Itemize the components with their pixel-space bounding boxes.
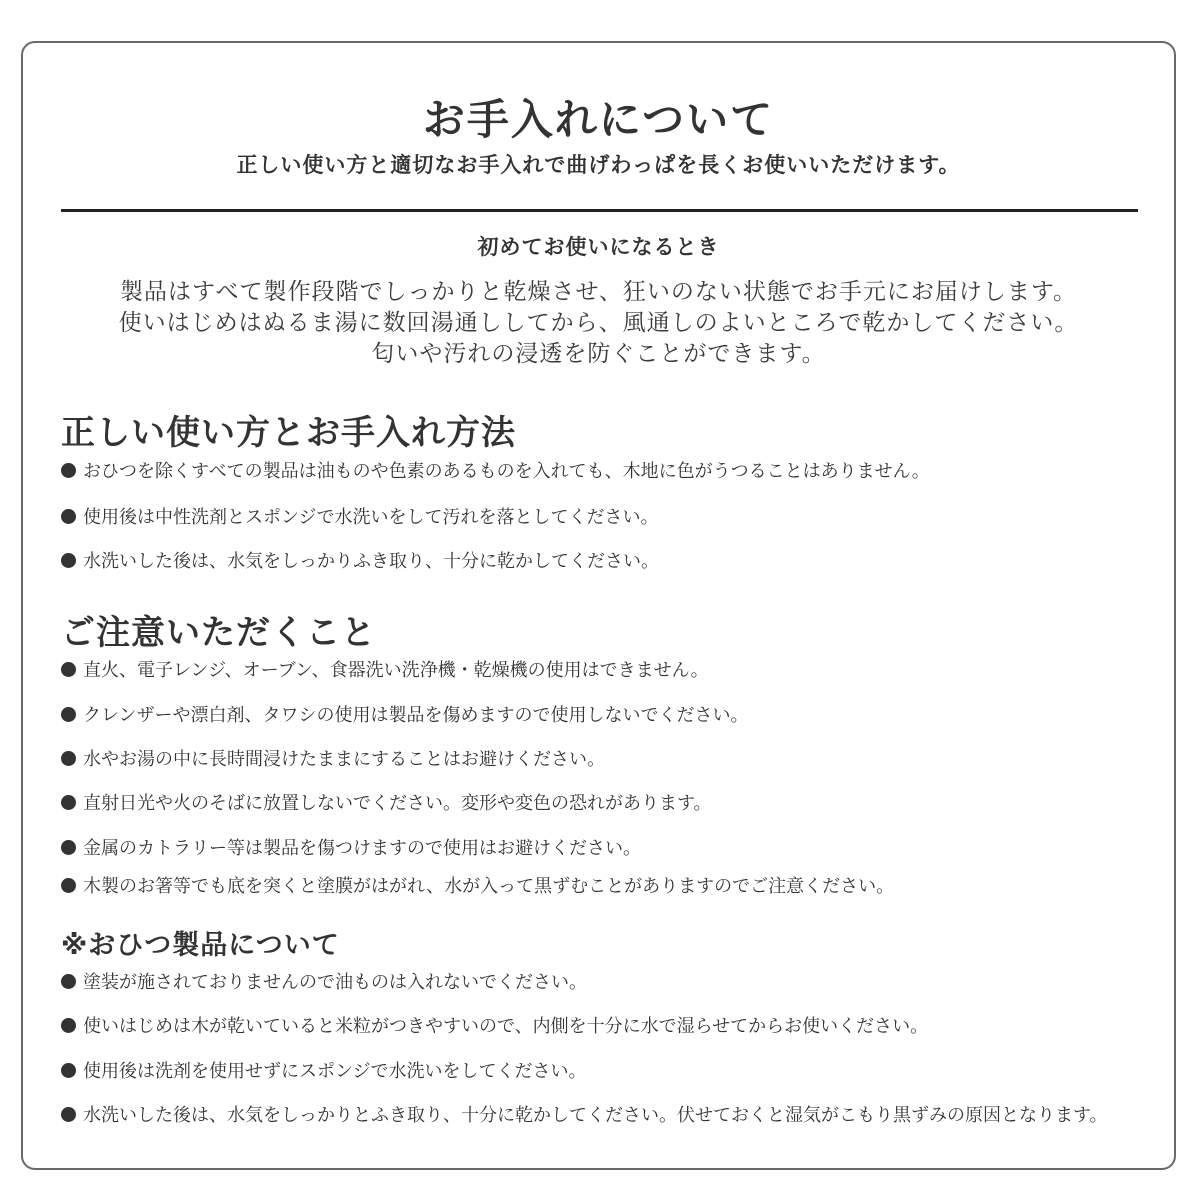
caution-item-text: 直射日光や火のそばに放置しないでください。変形や変色の恐れがあります。: [83, 793, 712, 814]
first-use-line: 使いはじめはぬるま湯に数回湯通ししてから、風通しのよいところで乾かしてください。: [118, 310, 1079, 336]
care-item: [61, 547, 659, 573]
bullet-dot-icon: [61, 1063, 76, 1078]
care-item: [61, 457, 930, 483]
header-divider: [61, 209, 1138, 212]
caution-item: [61, 872, 894, 898]
ohitsu-item-text: 塗装が施されておりませんので油ものは入れないでください。: [83, 972, 587, 993]
ohitsu-item: [61, 1057, 587, 1083]
care-item-text: 水洗いした後は、水気をしっかりふき取り、十分に乾かしてください。: [83, 551, 659, 572]
first-use-line: 匂いや汚れの浸透を防ぐことができます。: [371, 341, 826, 367]
caution-item-text: 木製のお箸等でも底を突くと塗膜がはがれ、水が入って黒ずむことがありますのでご注意ください。: [83, 876, 895, 897]
bullet-dot-icon: [61, 974, 76, 989]
first-use-body: [43, 277, 1154, 370]
ohitsu-item-text: 使いはじめは木が乾いていると米粒がつきやすいので、内側を十分に水で湿らせてからお使いください。: [83, 1016, 929, 1037]
bullet-dot-icon: [61, 751, 76, 766]
caution-item: [61, 834, 641, 860]
caution-item-text: クレンザーや漂白剤、タワシの使用は製品を傷めますので使用しないでください。: [83, 705, 749, 726]
bullet-dot-icon: [61, 878, 76, 893]
bullet-dot-icon: [61, 463, 76, 478]
care-instructions-card: [21, 41, 1176, 1170]
caution-item-text: 直火、電子レンジ、オーブン、食器洗い洗浄機・乾燥機の使用はできません。: [83, 660, 709, 681]
care-heading: 正しい使い方とお手入れ方法: [61, 413, 516, 453]
bullet-dot-icon: [61, 509, 76, 524]
caution-item-text: 水やお湯の中に長時間浸けたままにすることはお避けください。: [83, 749, 605, 770]
caution-item: [61, 789, 712, 815]
ohitsu-item-text: 水洗いした後は、水気をしっかりとふき取り、十分に乾かしてください。伏せておくと湿気がこもり黒ずみの原因となります。: [83, 1105, 1108, 1126]
care-item-text: おひつを除くすべての製品は油ものや色素のあるものを入れても、木地に色がうつることはありません。: [83, 461, 930, 482]
bullet-dot-icon: [61, 553, 76, 568]
caution-item-text: 金属のカトラリー等は製品を傷つけますので使用はお避けください。: [83, 838, 641, 859]
caution-item: [61, 701, 749, 727]
page-subtitle: 正しい使い方と適切なお手入れで曲げわっぱを長くお使いいただけます。: [236, 153, 961, 177]
bullet-dot-icon: [61, 795, 76, 810]
care-item: [61, 503, 659, 529]
care-item-text: 使用後は中性洗剤とスポンジで水洗いをして汚れを落としてください。: [83, 507, 659, 528]
ohitsu-item: [61, 1101, 1108, 1127]
bullet-dot-icon: [61, 1107, 76, 1122]
page-title: お手入れについて: [422, 95, 775, 144]
caution-heading: ご注意いただくこと: [61, 613, 376, 653]
ohitsu-item-text: 使用後は洗剤を使用せずにスポンジで水洗いをしてください。: [83, 1061, 587, 1082]
ohitsu-heading: ※おひつ製品について: [61, 930, 340, 961]
ohitsu-item: [61, 1012, 928, 1038]
first-use-line: 製品はすべて製作段階でしっかりと乾燥させ、狂いのない状態でお手元にお届けします。: [119, 279, 1077, 305]
bullet-dot-icon: [61, 707, 76, 722]
first-use-heading: 初めてお使いになるとき: [477, 235, 720, 259]
caution-item: [61, 656, 709, 682]
bullet-dot-icon: [61, 1018, 76, 1033]
caution-item: [61, 745, 605, 771]
ohitsu-item: [61, 968, 587, 994]
bullet-dot-icon: [61, 840, 76, 855]
bullet-dot-icon: [61, 662, 76, 677]
